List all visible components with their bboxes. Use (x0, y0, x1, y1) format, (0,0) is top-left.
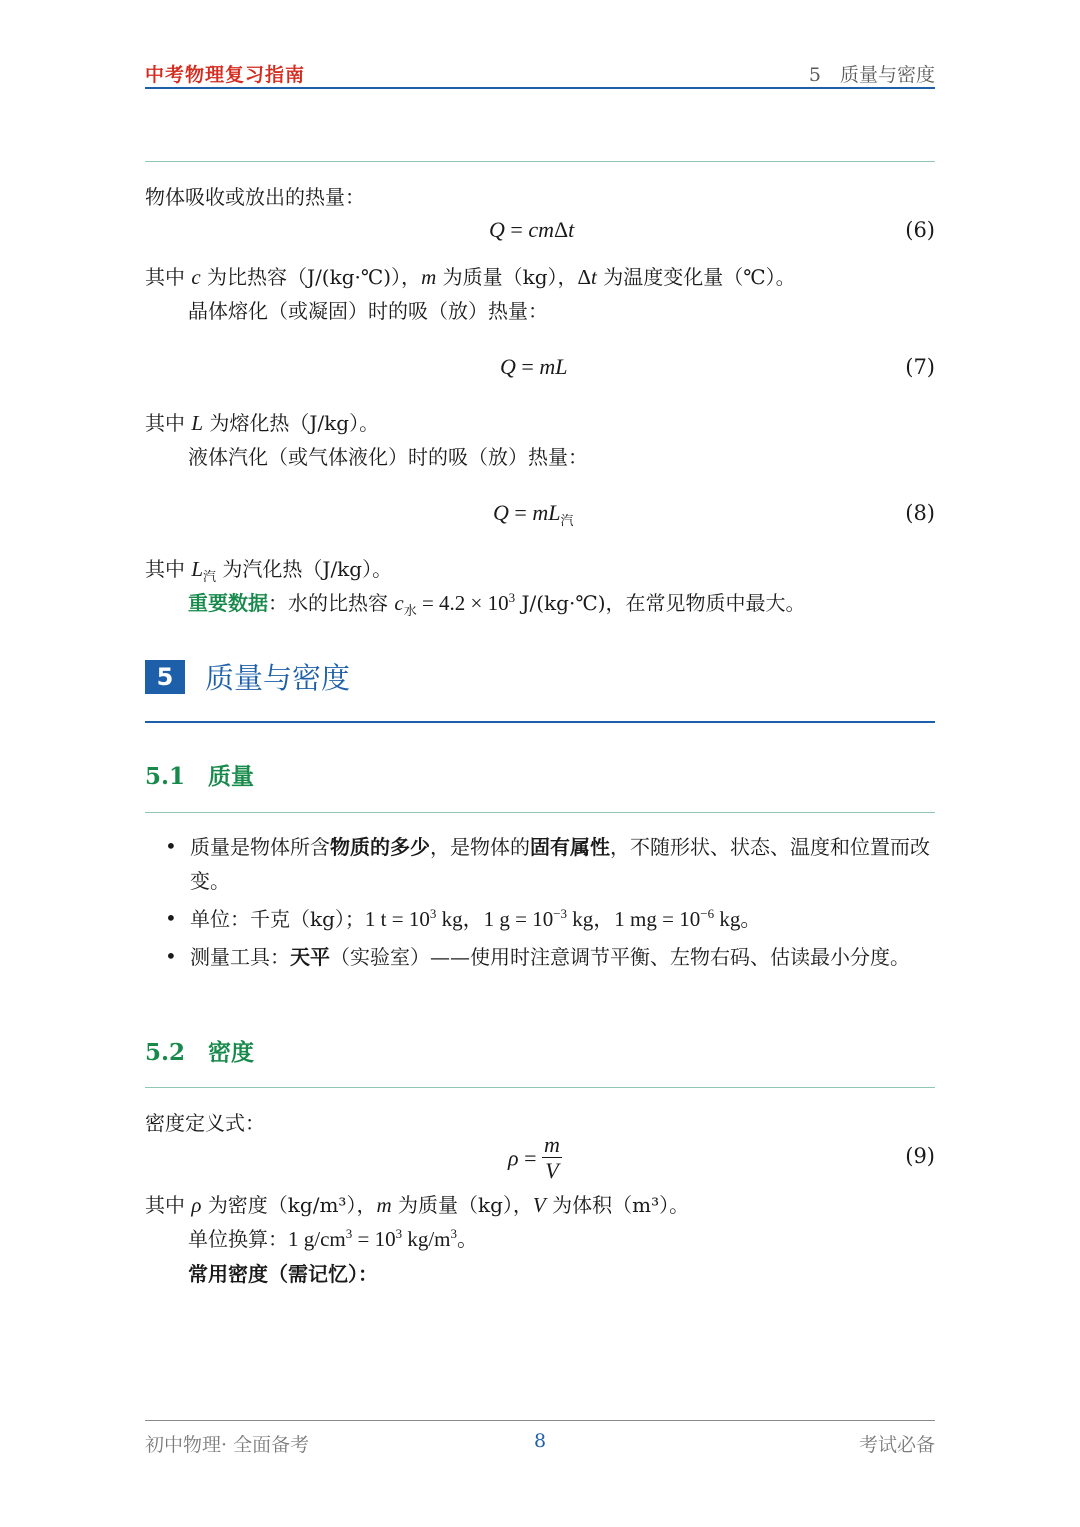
section-title: 质量与密度 (205, 661, 351, 695)
section-number-box: 5 (145, 660, 185, 694)
important-data: 重要数据：水的比热容 $c_水 = 4.2 \times 10^3$ J/(kg·℃)，在常见物质中最大。 (188, 590, 806, 619)
bullet-dot: • (165, 834, 177, 858)
equation-7-number: (7) (905, 355, 935, 379)
equation-7: Q = mL (500, 354, 568, 379)
subsection-5-1-title: 5.1 质量 (145, 763, 255, 790)
equation-8-number: (8) (905, 501, 935, 525)
bullet-mass-units: 单位：千克（kg）；1 $t = 10^3$ kg，1 $g = 10^{-3}$ kg，1 mg = $10^{-6}$ kg。 (190, 906, 762, 931)
equation-7-explanation: 其中 L 为熔化热（J/kg）。 (145, 411, 380, 435)
melt-intro: 晶体熔化（或凝固）时的吸（放）热量： (188, 299, 548, 323)
subsection-5-2-rule (145, 1087, 935, 1088)
vapor-intro: 液体汽化（或气体液化）时的吸（放）热量： (188, 445, 588, 469)
equation-6: Q = cmΔt (489, 217, 575, 242)
bullet-dot: • (165, 906, 177, 930)
header-title: 中考物理复习指南 (145, 64, 306, 86)
equation-9-explanation: 其中 ρ 为密度（kg/m³），m 为质量（kg），V 为体积（m³）。 (145, 1193, 690, 1217)
section-rule (145, 721, 935, 723)
equation-9-number: (9) (905, 1144, 935, 1168)
unit-conversion: 单位换算：1 $g/cm^3 = 10^3$ $kg/m^3$。 (188, 1226, 479, 1251)
subsection-5-2-title: 5.2 密度 (145, 1039, 255, 1066)
top-rule (145, 161, 935, 162)
footer-right: 考试必备 (858, 1434, 935, 1456)
equation-9: ρ = $\frac{m}{V}$ (508, 1132, 560, 1183)
equation-8-explanation: 其中 $L_汽$ 为汽化热（J/kg）。 (145, 557, 393, 585)
bullet-mass-definition: 质量是物体所含物质的多少，是物体的固有属性，不随形状、状态、温度和位置而改变。 (190, 835, 930, 893)
footer-rule (145, 1420, 935, 1421)
bullet-mass-tool: 测量工具：天平（实验室）——使用时注意调节平衡、左物右码、估读最小分度。 (190, 945, 910, 969)
equation-6-explanation: 其中 c 为比热容（J/(kg·℃)），m 为质量（kg），Δt 为温度变化量（℃）。 (145, 265, 796, 289)
page-number: 8 (533, 1430, 547, 1452)
header-rule (145, 87, 935, 89)
bullet-dot: • (165, 944, 177, 968)
density-intro: 密度定义式： (145, 1111, 265, 1135)
footer-left: 初中物理· 全面备考 (145, 1434, 310, 1456)
equation-6-number: (6) (905, 218, 935, 242)
subsection-5-1-rule (145, 812, 935, 813)
equation-8: $Q = mL_汽$ (493, 500, 574, 529)
common-density-label: 常用密度（需记忆）： (188, 1262, 378, 1286)
header-section: 5 质量与密度 (808, 64, 935, 86)
heat-intro: 物体吸收或放出的热量： (145, 185, 365, 209)
